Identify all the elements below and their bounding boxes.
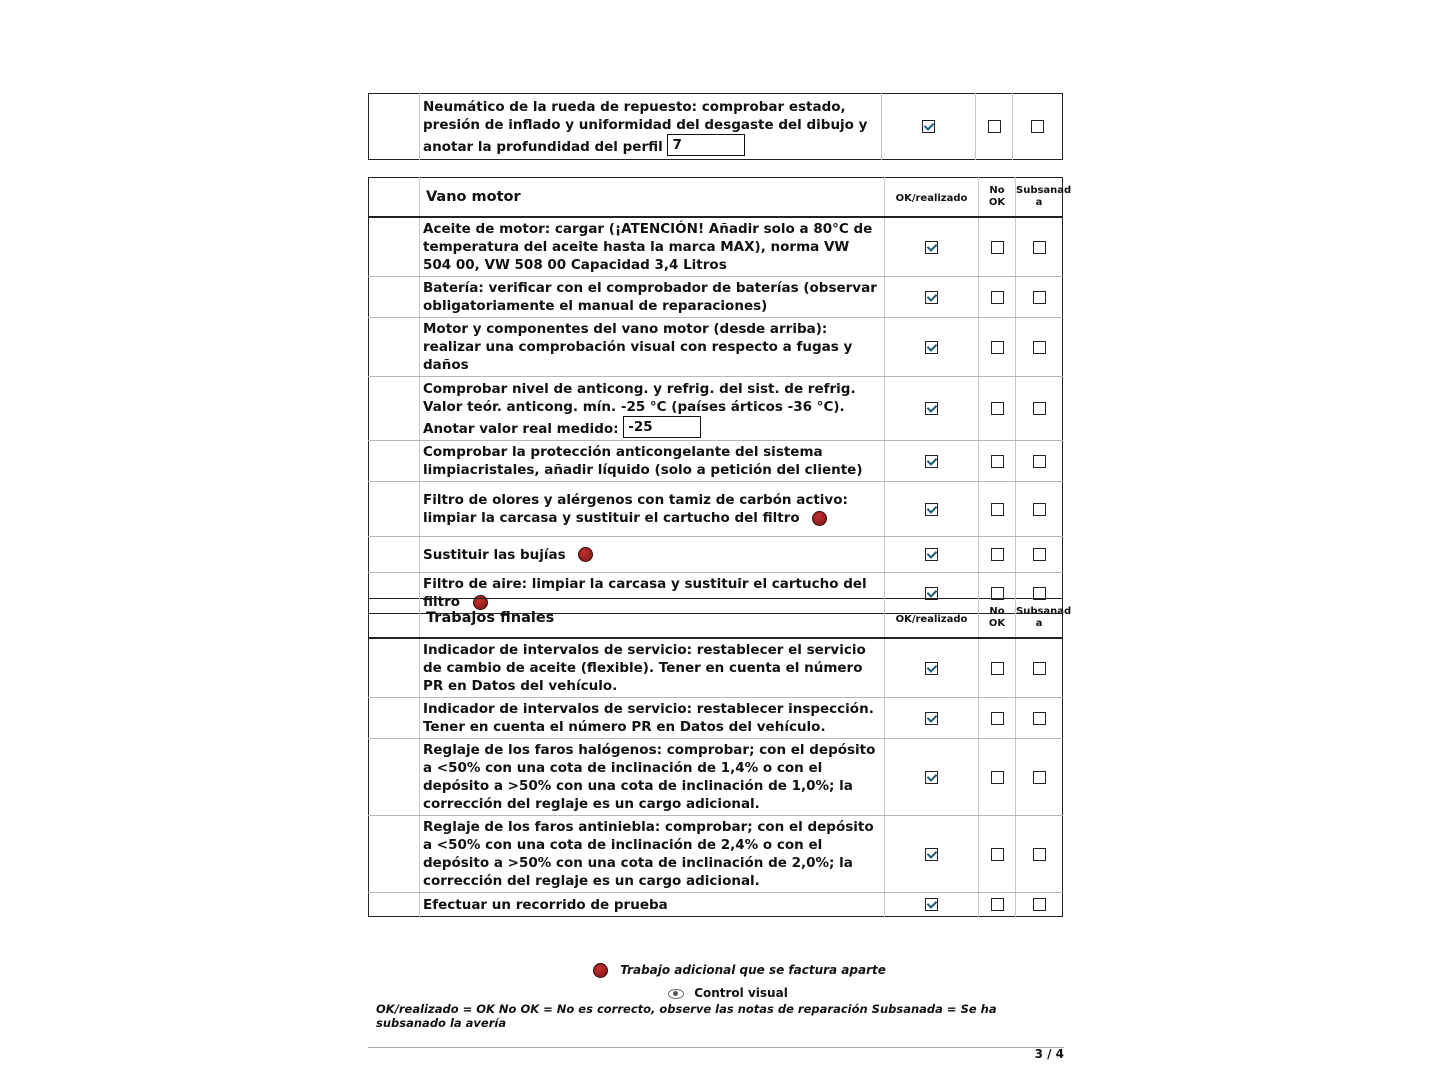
no-ok-checkbox[interactable]: [991, 898, 1004, 911]
table-row: Indicador de intervalos de servicio: restablecer inspección. Tener en cuenta el número PR en Datos del vehículo.: [369, 698, 1063, 739]
page-number: 3 / 4: [1034, 1047, 1064, 1061]
extra-charge-icon: [812, 511, 827, 526]
ok-checkbox[interactable]: [925, 771, 938, 784]
footer-divider: [368, 1047, 1064, 1048]
subsanada-checkbox[interactable]: [1033, 291, 1046, 304]
table-row: Aceite de motor: cargar (¡ATENCIÓN! Añadir solo a 80°C de temperatura del aceite hasta la marca MAX), norma VW 504 00, VW 508 00 Capacidad 3,4 Litros: [369, 217, 1063, 277]
subsanada-checkbox[interactable]: [1031, 120, 1044, 133]
no-ok-checkbox[interactable]: [991, 848, 1004, 861]
table-row: Filtro de olores y alérgenos con tamiz de carbón activo: limpiar la carcasa y sustituir el cartucho del filtro: [369, 482, 1063, 537]
no-ok-checkbox[interactable]: [991, 402, 1004, 415]
vano-motor-table: [368, 177, 1072, 614]
no-ok-checkbox[interactable]: [991, 455, 1004, 468]
extra-charge-icon: [578, 547, 593, 562]
table-header: Vano motor OK/realizado No OK Subsanad a: [369, 178, 1063, 218]
table-row: Motor y componentes del vano motor (desde arriba): realizar una comprobación visual con respecto a fugas y daños: [369, 318, 1063, 377]
table-row: Reglaje de los faros halógenos: comprobar; con el depósito a <50% con una cota de inclinación de 1,4% o con el depósito a >50% con una cota de inclinación de 1,0%; la corrección del reglaje es un cargo adicional.: [369, 739, 1063, 816]
measured-value-field[interactable]: -25: [623, 416, 701, 438]
no-ok-checkbox[interactable]: [991, 241, 1004, 254]
table-row: Comprobar la protección anticongelante del sistema limpiacristales, añadir líquido (solo a petición del cliente): [369, 441, 1063, 482]
trabajos-finales-table: [368, 598, 1072, 917]
subsanada-checkbox[interactable]: [1033, 241, 1046, 254]
item-description: Neumático de la rueda de repuesto: comprobar estado, presión de inflado y uniformidad del desgaste del dibujo y anotar la profundidad del perfil 7: [420, 94, 882, 160]
no-ok-checkbox[interactable]: [991, 771, 1004, 784]
ok-checkbox[interactable]: [925, 402, 938, 415]
ok-checkbox[interactable]: [925, 341, 938, 354]
ok-checkbox[interactable]: [925, 503, 938, 516]
table-row: [369, 94, 1063, 160]
eye-icon: [668, 989, 684, 999]
no-ok-checkbox[interactable]: [991, 503, 1004, 516]
table-row: Efectuar un recorrido de prueba: [369, 893, 1063, 917]
table-header: Trabajos finales OK/realizado No OK Subsanad a: [369, 599, 1063, 639]
subsanada-checkbox[interactable]: [1033, 548, 1046, 561]
table-row: Filtro de aire: limpiar la carcasa y sustituir el cartucho del filtro: [369, 573, 1063, 614]
spare-tire-table: [368, 93, 1063, 160]
ok-checkbox[interactable]: [925, 712, 938, 725]
ok-checkbox[interactable]: [925, 291, 938, 304]
no-ok-checkbox[interactable]: [988, 120, 1001, 133]
no-ok-checkbox[interactable]: [991, 712, 1004, 725]
table-row: Reglaje de los faros antiniebla: comprobar; con el depósito a <50% con una cota de inclinación de 2,4% o con el depósito a >50% con una cota de inclinación de 2,0%; la corrección del reglaje es un cargo adicional.: [369, 816, 1063, 893]
table-row: Sustituir las bujías: [369, 537, 1063, 573]
ok-checkbox[interactable]: [925, 848, 938, 861]
section-title: Trabajos finales: [420, 599, 885, 639]
ok-checkbox[interactable]: [925, 548, 938, 561]
ok-checkbox[interactable]: [925, 898, 938, 911]
ok-checkbox[interactable]: [925, 241, 938, 254]
ok-header: OK/realizado: [895, 614, 968, 625]
subsanada-checkbox[interactable]: [1033, 898, 1046, 911]
legend-extra-work: Trabajo adicional que se factura aparte: [593, 963, 886, 978]
ok-checkbox[interactable]: [922, 120, 935, 133]
table-row: Comprobar nivel de anticong. y refrig. del sist. de refrig. Valor teór. anticong. mín. -25 °C (países árticos -36 °C). Anotar valor real medido: -25: [369, 377, 1063, 441]
subsanada-checkbox[interactable]: [1033, 402, 1046, 415]
no-ok-checkbox[interactable]: [991, 291, 1004, 304]
no-ok-checkbox[interactable]: [991, 662, 1004, 675]
subsanada-checkbox[interactable]: [1033, 341, 1046, 354]
no-ok-checkbox[interactable]: [991, 548, 1004, 561]
table-row: Batería: verificar con el comprobador de baterías (observar obligatoriamente el manual de reparaciones): [369, 277, 1063, 318]
subsanada-checkbox[interactable]: [1033, 712, 1046, 725]
legend-visual-check: Control visual: [668, 986, 788, 1000]
no-ok-checkbox[interactable]: [991, 341, 1004, 354]
subsanada-checkbox[interactable]: [1033, 771, 1046, 784]
legend-abbreviations: OK/realizado = OK No OK = No es correcto, observe las notas de reparación Subsanada = Se ha subsanado la avería: [376, 1002, 997, 1030]
extra-charge-icon: [593, 963, 608, 978]
subsanada-checkbox[interactable]: [1033, 848, 1046, 861]
ok-checkbox[interactable]: [925, 455, 938, 468]
subsanada-checkbox[interactable]: [1033, 455, 1046, 468]
section-title: Vano motor: [420, 178, 885, 218]
subsanada-checkbox[interactable]: [1033, 662, 1046, 675]
ok-checkbox[interactable]: [925, 662, 938, 675]
ok-header: OK/realizado: [895, 193, 968, 204]
subsanada-checkbox[interactable]: [1033, 503, 1046, 516]
table-row: Indicador de intervalos de servicio: restablecer el servicio de cambio de aceite (flexible). Tener en cuenta el número PR en Datos del vehículo.: [369, 638, 1063, 698]
profile-depth-field[interactable]: 7: [667, 134, 745, 156]
